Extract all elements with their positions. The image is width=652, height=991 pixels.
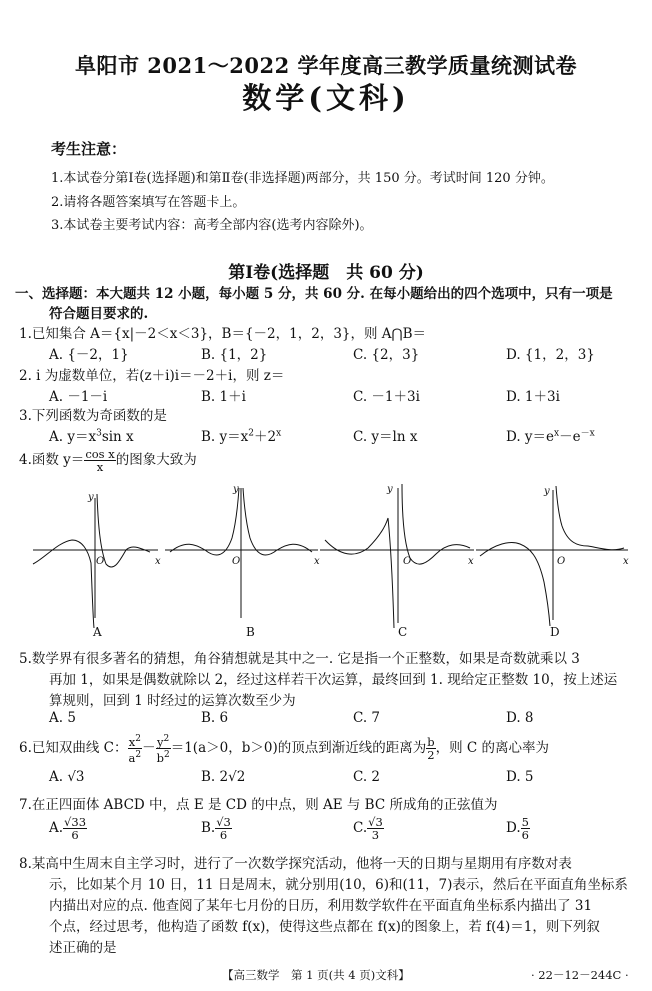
question-8-line-5: 述正确的是 — [49, 940, 117, 956]
graph-b-caption: B — [246, 625, 255, 639]
notice-item-2: 2.请将各题答案填写在答题卡上。 — [51, 195, 246, 210]
graph-c-origin-label: O — [403, 556, 412, 567]
question-1-option-b: B. {1，2} — [201, 347, 268, 363]
question-7-option-a: A. $\frac{√33}{6}$ — [49, 815, 87, 842]
question-6-option-d: D. 5 — [506, 769, 534, 785]
question-7-option-d: D. $\frac{5}{6}$ — [506, 815, 529, 842]
question-2-option-b: B. 1＋i — [201, 389, 246, 405]
question-8-line-3: 内描出对应的点. 他查阅了某年七月份的日历，利用数学软件在平面直角坐标系内描出了 31 — [49, 898, 593, 914]
question-2-option-d: D. 1＋3i — [506, 389, 560, 405]
graph-c-x-label: x — [468, 556, 474, 567]
graph-d — [476, 486, 628, 626]
section-instruction-line2: 符合题目要求的. — [49, 306, 149, 322]
question-2-option-c: C. －1＋3i — [353, 389, 420, 405]
notice-item-1: 1.本试卷分第Ⅰ卷(选择题)和第Ⅱ卷(非选择题)两部分，共 150 分。考试时间 120 分钟。 — [51, 171, 554, 186]
graph-d-curve-right — [556, 486, 624, 550]
graph-d-origin-label: O — [557, 556, 566, 567]
graph-b-x-label: x — [314, 556, 320, 567]
question-5-line-3: 算规则，回到 1 时经过的运算次数至少为 — [49, 693, 296, 709]
paper-subtitle: 数学(文科) — [242, 81, 410, 115]
question-1-option-d: D. {1，2，3} — [506, 347, 595, 363]
question-5-line-1: 5.数学界有很多著名的猜想，角谷猜想就是其中之一. 它是指一个正整数，如果是奇数就乘以 3 — [19, 651, 580, 667]
question-2-stem: 2. i 为虚数单位，若(z＋i)i＝－2＋i，则 z＝ — [19, 368, 285, 384]
question-7-option-c: C. $\frac{√3}{3}$ — [353, 815, 383, 842]
graph-b-origin-label: O — [232, 556, 241, 567]
footer-page-info: 【高三数学 第 1 页(共 4 页)文科】 — [222, 968, 410, 982]
question-1-option-a: A. {－2，1} — [49, 347, 129, 363]
question-4-fraction: $\frac{\text{cos x}}{x}$ — [85, 447, 115, 474]
question-5-option-c: C. 7 — [353, 710, 381, 726]
question-5-line-2: 再加 1，如果是偶数就除以 2，经过这样若干次运算，最终回到 1. 现给定正整数 10，按上述运 — [49, 672, 618, 688]
graph-d-x-label: x — [623, 556, 629, 567]
graph-c-y-label: y — [387, 484, 393, 495]
question-6-stem: 6.已知双曲线 C： $\frac{x^2}{a^2}$ － $\frac{y^2}{b^2}$ ＝1(a＞0，b＞0)的顶点到渐近线的距离为 $\frac{b}{2}$ ，则 C 的离心率为 — [19, 734, 550, 765]
question-5-option-d: D. 8 — [506, 710, 534, 726]
graph-d-caption: D — [550, 625, 560, 639]
question-5-option-a: A. 5 — [49, 710, 76, 726]
graph-b — [165, 488, 318, 618]
question-6-option-c: C. 2 — [353, 769, 381, 785]
paper-title: 阜阳市 2021～2022 学年度高三教学质量统测试卷 — [74, 53, 577, 78]
question-4-stem: 4.函数 y＝ $\frac{\text{cos x}}{x}$ 的图象大致为 — [19, 447, 197, 474]
question-7-stem: 7.在正四面体 ABCD 中，点 E 是 CD 的中点，则 AE 与 BC 所成角的正弦值为 — [19, 797, 498, 813]
graph-a-curve-right — [97, 494, 150, 567]
question-1-option-c: C. {2，3} — [353, 347, 420, 363]
graph-a-caption: A — [93, 625, 102, 639]
graph-d-y-label: y — [544, 486, 550, 497]
question-3-option-d: D. $y=e^x-e^{-x}$ — [506, 428, 595, 445]
graph-b-curve-left — [170, 488, 239, 555]
question-6-y-fraction: $\frac{y^2}{b^2}$ — [156, 734, 170, 765]
question-3-option-c: C. y＝ln x — [353, 429, 418, 445]
question-8-line-2: 示，比如某个月 10 日，11 日是周末，就分别用(10，6)和(11，7)表示，然后在平面直角坐标系 — [49, 877, 628, 893]
question-6-x-fraction: $\frac{x^2}{a^2}$ — [128, 734, 142, 765]
question-6-option-b: B. 2√2 — [201, 769, 246, 785]
graph-b-y-label: y — [233, 484, 239, 495]
question-8-line-4: 个点，经过思考，他构造了函数 f(x)，使得这些点都在 f(x)的图象上，若 f(4)＝1，则下列叙 — [49, 919, 600, 935]
question-6-option-a: A. √3 — [49, 769, 85, 785]
question-3-stem: 3.下列函数为奇函数的是 — [19, 408, 167, 424]
graph-c-curve-right — [402, 484, 470, 564]
question-6-distance-fraction: $\frac{b}{2}$ — [427, 734, 435, 762]
question-1-stem: 1.已知集合 A＝{x|－2＜x＜3}，B＝{－2，1，2，3}，则 A⋂B＝ — [19, 326, 427, 342]
notice-item-3: 3.本试卷主要考试内容：高考全部内容(选考内容除外)。 — [51, 218, 373, 233]
graph-a-y-label: y — [88, 492, 94, 503]
graph-b-curve-right — [243, 488, 312, 555]
section-instruction-line1: 一、选择题：本大题共 12 小题，每小题 5 分，共 60 分. 在每小题给出的四个选项中，只有一项是 — [15, 286, 613, 302]
question-5-option-b: B. 6 — [201, 710, 229, 726]
graph-c — [320, 484, 474, 628]
question-7-option-b: B. $\frac{√3}{6}$ — [201, 815, 231, 842]
question-2-option-a: A. －1－i — [49, 389, 108, 405]
graph-c-curve-left — [325, 518, 394, 628]
question-3-option-b: B. $y=x^2+2^x$ — [201, 428, 282, 445]
section-title: 第Ⅰ卷(选择题 共 60 分) — [228, 263, 424, 283]
question-3-option-a: A. $y=x^3\sin$ x — [49, 428, 134, 445]
graph-a-x-label: x — [155, 556, 161, 567]
graph-a-origin-label: O — [96, 556, 105, 567]
graph-c-caption: C — [398, 625, 408, 639]
question-8-line-1: 8.某高中生周末自主学习时，进行了一次数学探究活动，他将一天的日期与星期用有序数对表 — [19, 856, 572, 872]
question-4-graphs — [0, 478, 652, 644]
graph-d-curve-left — [480, 543, 550, 627]
graph-a-curve-left — [33, 540, 94, 628]
footer-paper-code: · 22－12－244C · — [531, 968, 629, 982]
notice-heading: 考生注意： — [51, 140, 127, 158]
